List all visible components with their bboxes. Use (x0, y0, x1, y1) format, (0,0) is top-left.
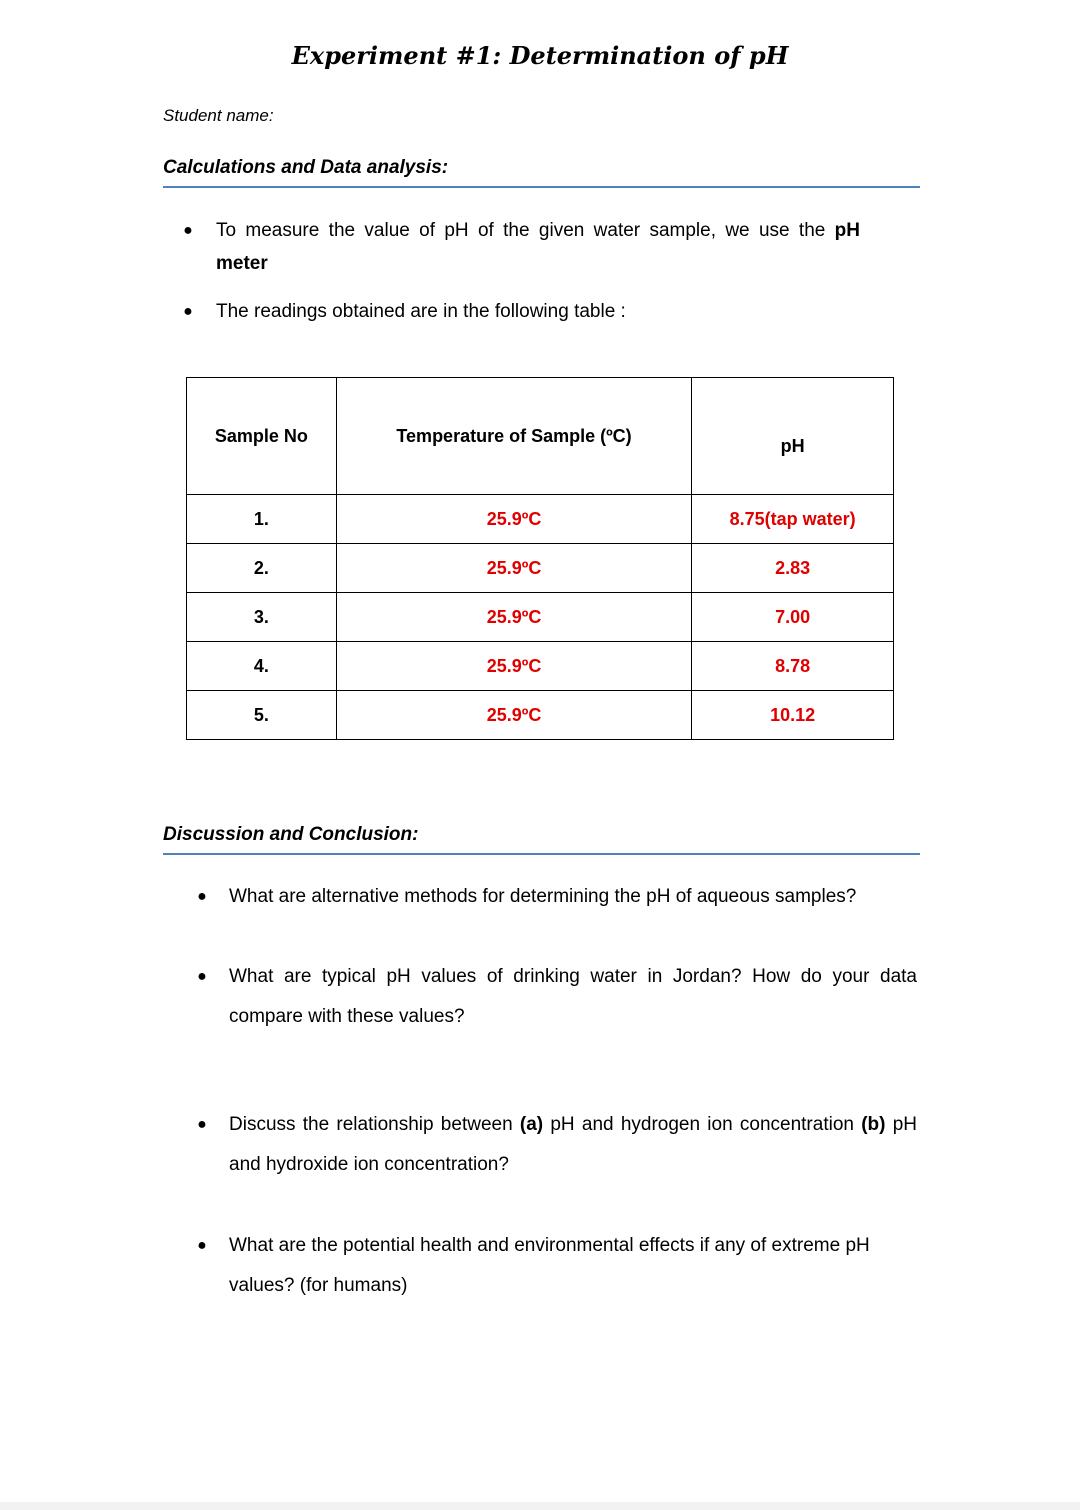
cell-ph: 8.75(tap water) (692, 495, 894, 544)
bullet-item-readings (178, 295, 878, 328)
bullet-text-main: To measure the value of pH of the given water sample, we use the (216, 220, 835, 241)
readings-table (186, 377, 894, 740)
cell-ph: 2.83 (692, 544, 894, 593)
question-text: What are the potential health and environmental effects if any of extreme pH values? (for humans) (229, 1235, 870, 1296)
discussion-heading: Discussion and Conclusion: (163, 822, 920, 855)
cell-sample: 1. (187, 495, 337, 544)
cell-ph: 10.12 (692, 691, 894, 740)
table-row (187, 495, 894, 544)
cell-temperature: 25.9ºC (336, 495, 691, 544)
table-row (187, 593, 894, 642)
question-relationship (192, 1108, 920, 1188)
bullet-text (216, 214, 860, 280)
cell-ph: 7.00 (692, 593, 894, 642)
question-health-effects (192, 1229, 920, 1309)
question-text-part: Discuss the relationship between (229, 1114, 520, 1135)
bullet-icon: ● (197, 888, 207, 905)
page-title: Experiment #1: Determination of pH (291, 41, 789, 70)
question-text: What are alternative methods for determining the pH of aqueous samples? (229, 886, 857, 907)
cell-sample: 2. (187, 544, 337, 593)
question-alternative-methods (192, 880, 920, 920)
header-sample-no: Sample No (187, 378, 337, 495)
cell-temperature: 25.9ºC (336, 593, 691, 642)
table-header-row (187, 378, 894, 495)
cell-ph: 8.78 (692, 642, 894, 691)
question-label-b: (b) (861, 1114, 886, 1135)
bullet-item-measure (178, 214, 878, 280)
calculations-heading: Calculations and Data analysis: (163, 155, 920, 188)
header-ph: pH (692, 378, 894, 495)
bullet-icon: ● (197, 968, 207, 985)
question-text-part: pH and hydrogen ion concentration (543, 1114, 862, 1135)
question-label-a: (a) (519, 1114, 544, 1135)
table-row (187, 642, 894, 691)
table-row (187, 691, 894, 740)
cell-temperature: 25.9ºC (336, 544, 691, 593)
question-text: What are typical pH values of drinking water in Jordan? How do your data compare with these values? (229, 966, 917, 1027)
cell-sample: 4. (187, 642, 337, 691)
question-text-part: pH and hydroxide ion concentration? (229, 1114, 917, 1175)
bullet-text-bold: pH meter (216, 220, 860, 274)
student-name-label: Student name: (163, 106, 274, 125)
question-jordan-water (192, 960, 920, 1040)
bullet-icon: ● (197, 1237, 207, 1254)
bullet-icon: ● (183, 303, 193, 320)
bullet-icon: ● (183, 222, 193, 239)
cell-sample: 5. (187, 691, 337, 740)
table-row (187, 544, 894, 593)
bullet-icon: ● (197, 1116, 207, 1133)
question-text (229, 1105, 917, 1185)
cell-temperature: 25.9ºC (336, 691, 691, 740)
cell-sample: 3. (187, 593, 337, 642)
cell-temperature: 25.9ºC (336, 642, 691, 691)
header-temperature: Temperature of Sample (ºC) (336, 378, 691, 495)
bullet-text: The readings obtained are in the following table : (216, 301, 626, 322)
